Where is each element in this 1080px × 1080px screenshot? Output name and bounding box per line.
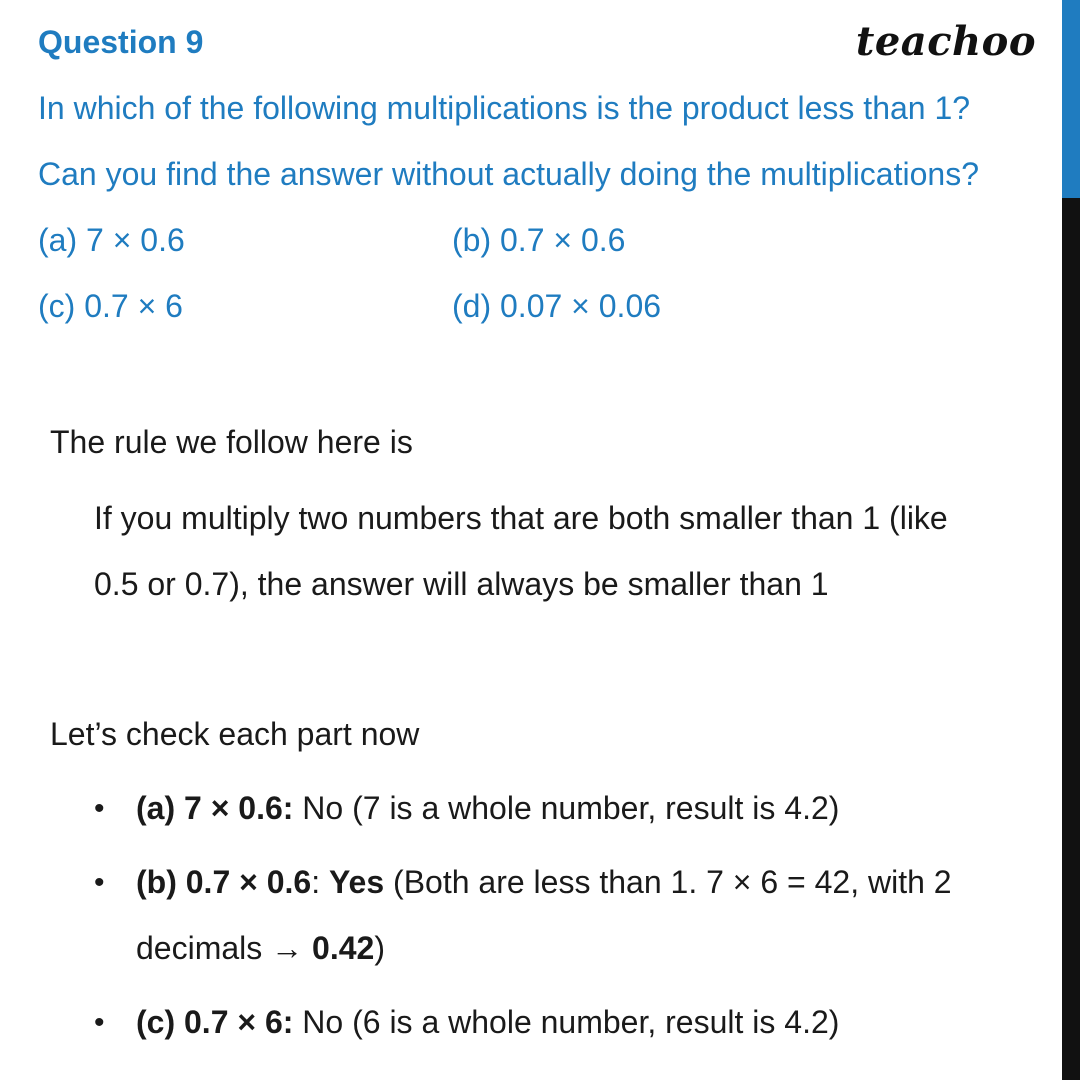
bullet-item-b: [136, 864, 952, 901]
option-d: (d) 0.07 × 0.06: [452, 288, 662, 324]
bullet-item-a: [136, 790, 839, 827]
option-c: (c) 0.7 × 6: [38, 288, 183, 324]
rule-line-1: If you multiply two numbers that are both smaller than 1 (like: [94, 500, 948, 536]
bullet-b-line2-start: decimals →: [136, 930, 313, 966]
bullet-dot: •: [94, 866, 105, 899]
bullet-b-yes: Yes: [328, 864, 385, 900]
bullet-b-text: (Both are less than 1. 7 × 6 = 42, with 2: [384, 864, 952, 900]
check-intro: Let’s check each part now: [50, 716, 420, 752]
bullet-b-label: (b) 0.7 × 0.6: [136, 864, 312, 900]
bullet-c-label: (c) 0.7 × 6:: [136, 1004, 294, 1040]
sidebar-accent-blue: [1062, 0, 1080, 198]
rule-line-2: 0.5 or 0.7), the answer will always be smaller than 1: [94, 566, 829, 602]
teachoo-logo: teachoo: [855, 18, 1036, 65]
bullet-b-colon: :: [311, 864, 329, 900]
question-line-2: Can you find the answer without actually doing the multiplications?: [38, 156, 979, 192]
option-a: (a) 7 × 0.6: [38, 222, 185, 258]
bullet-b-result: 0.42: [312, 930, 375, 966]
rule-intro: The rule we follow here is: [50, 424, 413, 460]
bullet-a-label: (a) 7 × 0.6:: [136, 790, 294, 826]
sidebar-accent-dark: [1062, 198, 1080, 1080]
question-title: Question 9: [38, 24, 204, 60]
question-line-1: In which of the following multiplications is the product less than 1?: [38, 90, 971, 126]
bullet-item-b-line-2: [136, 930, 385, 967]
bullet-dot: •: [94, 792, 105, 825]
bullet-dot: •: [94, 1006, 105, 1039]
bullet-item-c: [136, 1004, 839, 1041]
option-b: (b) 0.7 × 0.6: [452, 222, 626, 258]
bullet-b-line2-end: ): [374, 930, 385, 966]
bullet-c-text: No (6 is a whole number, result is 4.2): [293, 1004, 840, 1040]
bullet-a-text: No (7 is a whole number, result is 4.2): [293, 790, 840, 826]
